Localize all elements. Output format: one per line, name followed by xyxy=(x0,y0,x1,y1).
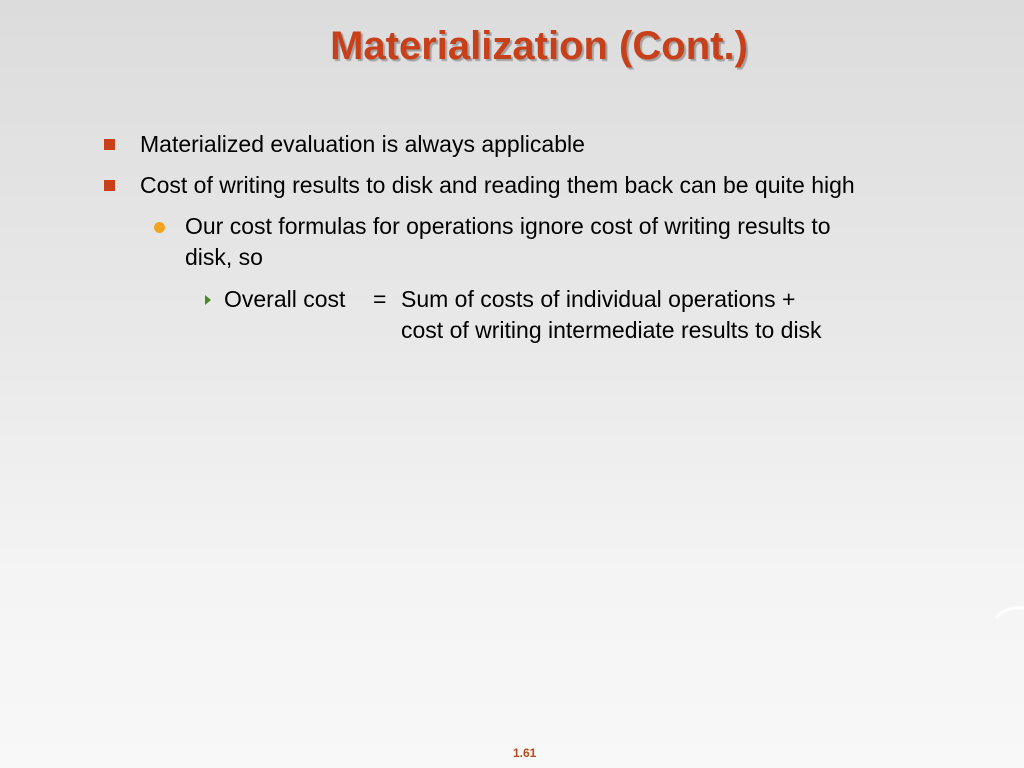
square-bullet-icon xyxy=(104,139,115,150)
equals-sign: = xyxy=(373,286,387,312)
dot-bullet-icon xyxy=(154,222,165,233)
decorative-swoosh xyxy=(994,600,1024,630)
slide-title: Materialization (Cont.) xyxy=(330,24,748,68)
square-bullet-icon xyxy=(104,180,115,191)
sub-bullet-line-2: disk, so xyxy=(185,244,263,270)
formula-line-1: Sum of costs of individual operations + xyxy=(401,286,796,312)
sub-bullet-line-1: Our cost formulas for operations ignore cost of writing results to xyxy=(185,213,831,239)
triangle-bullet-icon xyxy=(205,295,211,305)
formula-line-2: cost of writing intermediate results to disk xyxy=(401,317,822,343)
bullet-1-text: Materialized evaluation is always applicable xyxy=(140,131,585,157)
page-number: 1.61 xyxy=(513,746,537,760)
overall-cost-label: Overall cost xyxy=(224,286,346,312)
bullet-2-text: Cost of writing results to disk and reading them back can be quite high xyxy=(140,172,855,198)
